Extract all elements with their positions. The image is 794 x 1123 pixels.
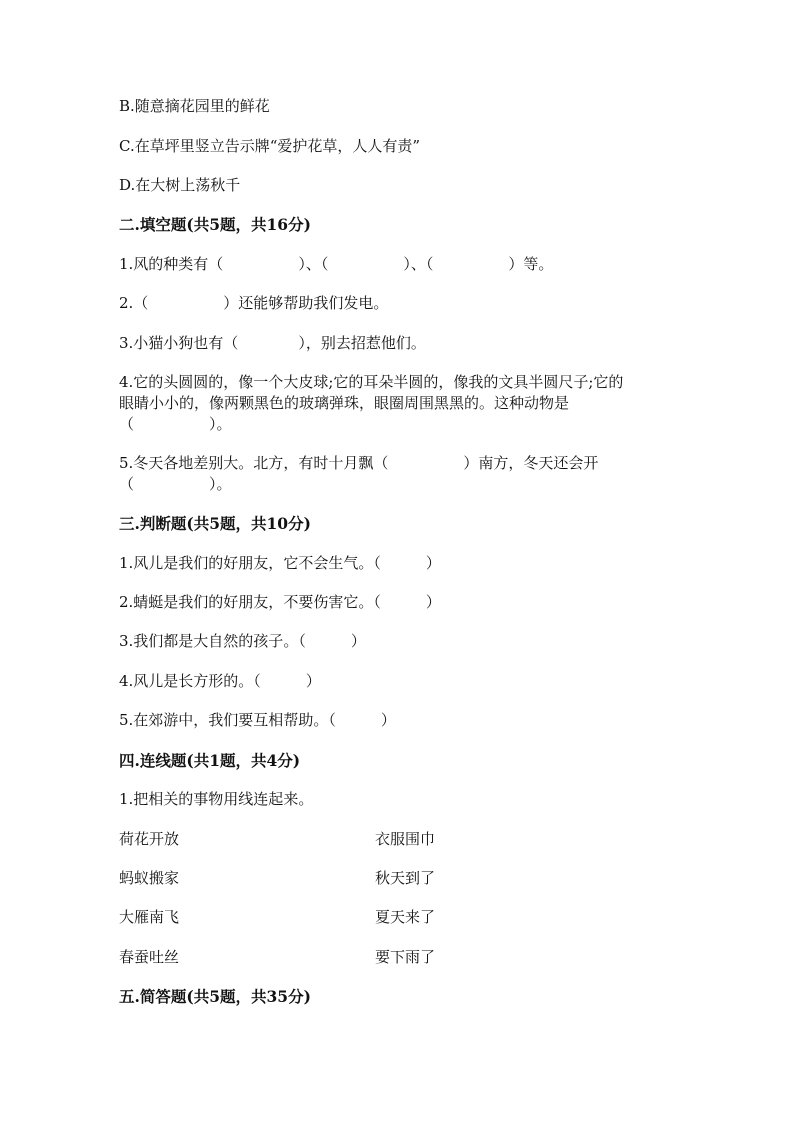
fill-question-4-line-2: 眼睛小小的，像两颗黑色的玻璃弹珠，眼圈周围黑黑的。这种动物是 — [119, 394, 570, 412]
choice-option-c: C.在草坪里竖立告示牌“爱护花草，人人有责” — [119, 137, 421, 155]
judge-question-3: 3.我们都是大自然的孩子。（ ） — [119, 632, 366, 650]
matching-right-item: 衣服围巾 — [375, 830, 436, 848]
judge-question-5: 5.在郊游中，我们要互相帮助。（ ） — [119, 711, 396, 729]
matching-right-item: 秋天到了 — [375, 869, 436, 887]
matching-left-item: 大雁南飞 — [119, 908, 180, 926]
matching-question-1: 1.把相关的事物用线连起来。 — [119, 790, 314, 808]
section-heading-true-false: 三.判断题(共5题，共10分) — [119, 514, 311, 533]
judge-question-1: 1.风儿是我们的好朋友，它不会生气。（ ） — [119, 554, 441, 572]
fill-question-1: 1.风的种类有（ ）、（ ）、（ ）等。 — [119, 255, 554, 273]
judge-question-2: 2.蜻蜓是我们的好朋友，不要伤害它。（ ） — [119, 593, 441, 611]
fill-question-5-line-2: （ ）。 — [119, 475, 232, 493]
section-heading-matching: 四.连线题(共1题，共4分) — [119, 751, 301, 770]
fill-question-2: 2.（ ）还能够帮助我们发电。 — [119, 294, 389, 312]
fill-question-3: 3.小猫小狗也有（ ），别去招惹他们。 — [119, 334, 426, 352]
choice-option-d: D.在大树上荡秋千 — [119, 176, 241, 194]
fill-question-4-line-1: 4.它的头圆圆的，像一个大皮球;它的耳朵半圆的，像我的文具半圆尺子;它的 — [119, 373, 624, 391]
section-heading-fill-in: 二.填空题(共5题，共16分) — [119, 215, 311, 234]
fill-question-4 — [119, 372, 679, 435]
judge-question-4: 4.风儿是长方形的。（ ） — [119, 672, 321, 690]
section-heading-short-answer: 五.简答题(共5题，共35分) — [119, 987, 311, 1006]
matching-left-item: 春蚕吐丝 — [119, 948, 180, 966]
fill-question-4-line-3: （ ）。 — [119, 415, 232, 433]
matching-right-item: 要下雨了 — [375, 948, 436, 966]
matching-left-item: 蚂蚁搬家 — [119, 869, 180, 887]
matching-left-item: 荷花开放 — [119, 830, 180, 848]
fill-question-5-line-1: 5.冬天各地差别大。北方，有时十月飘（ ）南方，冬天还会开 — [119, 454, 599, 472]
matching-right-item: 夏天来了 — [375, 908, 436, 926]
fill-question-5 — [119, 453, 679, 495]
choice-option-b: B.随意摘花园里的鲜花 — [119, 97, 270, 115]
